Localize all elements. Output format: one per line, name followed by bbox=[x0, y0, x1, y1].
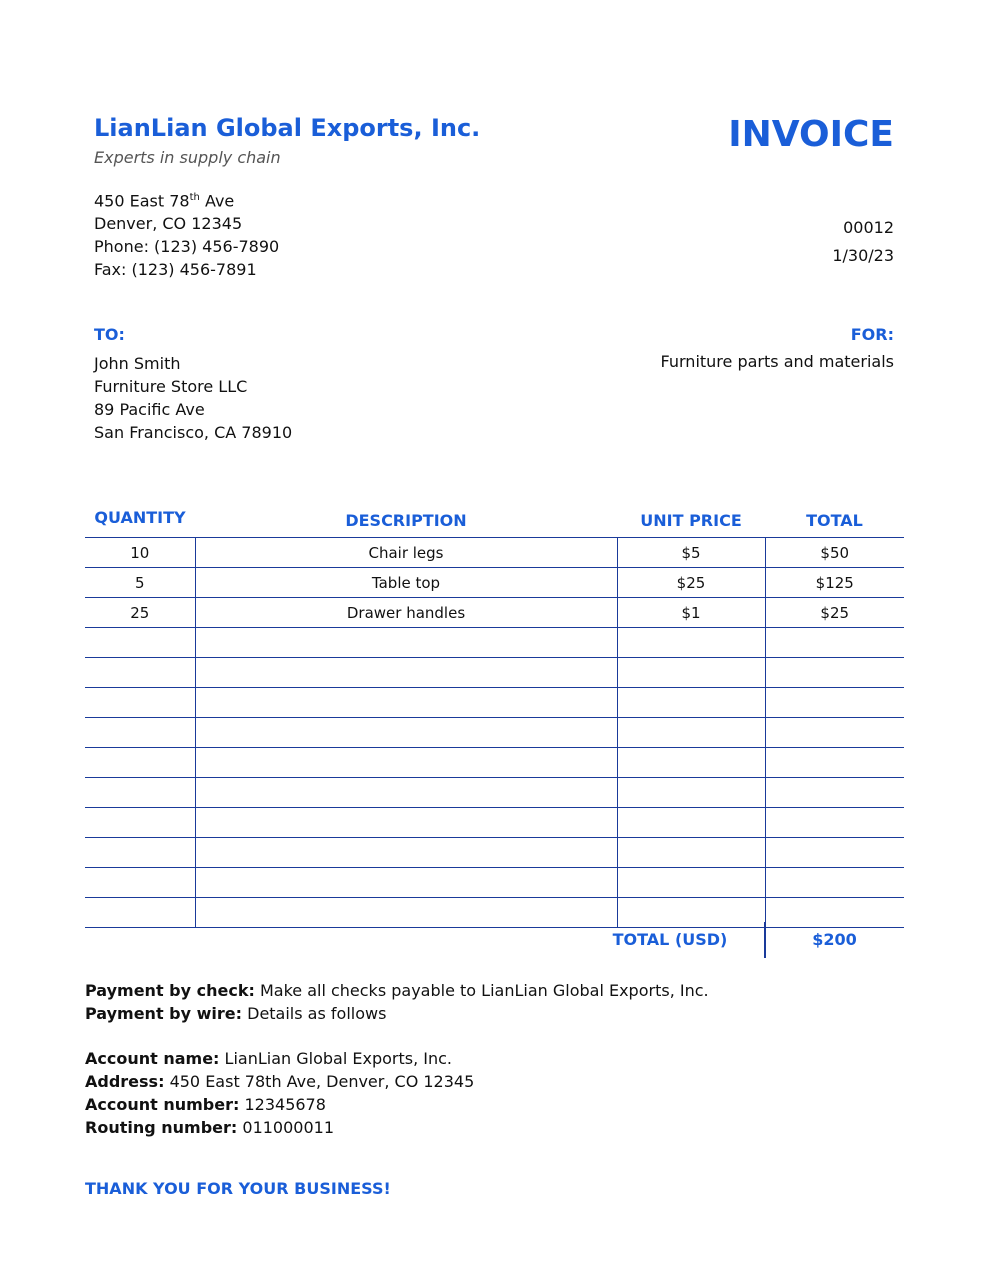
total-cell bbox=[765, 688, 904, 718]
quantity-cell bbox=[85, 838, 195, 868]
total-cell bbox=[765, 808, 904, 838]
unit-price-cell bbox=[617, 688, 765, 718]
description-cell: Drawer handles bbox=[195, 598, 617, 628]
table-row bbox=[85, 538, 904, 568]
header-unit-price: UNIT PRICE bbox=[640, 511, 742, 530]
header-description: DESCRIPTION bbox=[345, 511, 467, 530]
routing-number: Routing number: 011000011 bbox=[85, 1118, 334, 1137]
unit-price-cell bbox=[617, 808, 765, 838]
table-row bbox=[85, 838, 904, 868]
table-row bbox=[85, 748, 904, 778]
description-cell bbox=[195, 898, 617, 928]
quantity-cell bbox=[85, 628, 195, 658]
total-cell: $25 bbox=[765, 598, 904, 628]
invoice-date: 1/30/23 bbox=[832, 246, 894, 265]
total-cell bbox=[765, 868, 904, 898]
invoice-number: 00012 bbox=[843, 218, 894, 237]
company-phone: Phone: (123) 456-7890 bbox=[94, 237, 280, 257]
company-tagline: Experts in supply chain bbox=[94, 148, 281, 167]
recipient-city: San Francisco, CA 78910 bbox=[94, 423, 293, 442]
unit-price-cell: $25 bbox=[617, 568, 765, 598]
company-address bbox=[94, 186, 279, 281]
line-items-table bbox=[85, 537, 904, 928]
total-label: TOTAL (USD) bbox=[612, 930, 728, 949]
account-details bbox=[85, 1047, 474, 1139]
total-cell bbox=[765, 838, 904, 868]
quantity-cell bbox=[85, 658, 195, 688]
payment-instructions bbox=[85, 979, 709, 1025]
total-value: $200 bbox=[812, 930, 857, 949]
company-street: 450 East 78th Ave bbox=[94, 191, 235, 211]
quantity-cell bbox=[85, 718, 195, 748]
table-row bbox=[85, 898, 904, 928]
header-total: TOTAL bbox=[806, 511, 863, 530]
unit-price-cell bbox=[617, 778, 765, 808]
invoice-title: INVOICE bbox=[728, 114, 894, 155]
quantity-cell: 5 bbox=[85, 568, 195, 598]
quantity-cell bbox=[85, 778, 195, 808]
description-cell bbox=[195, 838, 617, 868]
table-row bbox=[85, 658, 904, 688]
description-cell bbox=[195, 718, 617, 748]
quantity-cell bbox=[85, 808, 195, 838]
unit-price-cell: $1 bbox=[617, 598, 765, 628]
description-cell bbox=[195, 628, 617, 658]
recipient-company: Furniture Store LLC bbox=[94, 377, 248, 396]
unit-price-cell: $5 bbox=[617, 538, 765, 568]
account-number: Account number: 12345678 bbox=[85, 1095, 326, 1114]
total-cell bbox=[765, 748, 904, 778]
quantity-cell bbox=[85, 688, 195, 718]
quantity-cell: 10 bbox=[85, 538, 195, 568]
total-cell bbox=[765, 718, 904, 748]
company-fax: Fax: (123) 456-7891 bbox=[94, 260, 257, 280]
header-quantity: QUANTITY bbox=[94, 508, 186, 527]
to-label: TO: bbox=[94, 325, 125, 344]
unit-price-cell bbox=[617, 898, 765, 928]
recipient-name: John Smith bbox=[94, 354, 181, 373]
description-cell bbox=[195, 658, 617, 688]
recipient-block bbox=[94, 352, 292, 444]
recipient-street: 89 Pacific Ave bbox=[94, 400, 205, 419]
total-cell: $125 bbox=[765, 568, 904, 598]
table-row bbox=[85, 868, 904, 898]
for-description: Furniture parts and materials bbox=[660, 352, 894, 371]
thank-you-note: THANK YOU FOR YOUR BUSINESS! bbox=[85, 1179, 391, 1198]
quantity-cell bbox=[85, 898, 195, 928]
unit-price-cell bbox=[617, 838, 765, 868]
payment-wire: Payment by wire: Details as follows bbox=[85, 1004, 387, 1023]
table-row bbox=[85, 598, 904, 628]
invoice-meta bbox=[832, 214, 894, 270]
payment-check: Payment by check: Make all checks payable to LianLian Global Exports, Inc. bbox=[85, 981, 709, 1000]
unit-price-cell bbox=[617, 718, 765, 748]
total-cell bbox=[765, 628, 904, 658]
table-row bbox=[85, 628, 904, 658]
table-row bbox=[85, 778, 904, 808]
total-cell bbox=[765, 778, 904, 808]
total-cell bbox=[765, 658, 904, 688]
account-name: Account name: LianLian Global Exports, Inc. bbox=[85, 1049, 452, 1068]
description-cell bbox=[195, 778, 617, 808]
quantity-cell bbox=[85, 748, 195, 778]
quantity-cell: 25 bbox=[85, 598, 195, 628]
description-cell bbox=[195, 748, 617, 778]
unit-price-cell bbox=[617, 748, 765, 778]
quantity-cell bbox=[85, 868, 195, 898]
account-address: Address: 450 East 78th Ave, Denver, CO 12345 bbox=[85, 1072, 475, 1091]
description-cell: Chair legs bbox=[195, 538, 617, 568]
total-cell: $50 bbox=[765, 538, 904, 568]
unit-price-cell bbox=[617, 868, 765, 898]
for-label: FOR: bbox=[850, 325, 894, 344]
description-cell bbox=[195, 868, 617, 898]
description-cell: Table top bbox=[195, 568, 617, 598]
table-row bbox=[85, 718, 904, 748]
table-row bbox=[85, 808, 904, 838]
company-name: LianLian Global Exports, Inc. bbox=[94, 114, 481, 142]
description-cell bbox=[195, 808, 617, 838]
total-cell bbox=[765, 898, 904, 928]
description-cell bbox=[195, 688, 617, 718]
unit-price-cell bbox=[617, 658, 765, 688]
company-city: Denver, CO 12345 bbox=[94, 214, 243, 234]
table-row bbox=[85, 688, 904, 718]
unit-price-cell bbox=[617, 628, 765, 658]
table-row bbox=[85, 568, 904, 598]
